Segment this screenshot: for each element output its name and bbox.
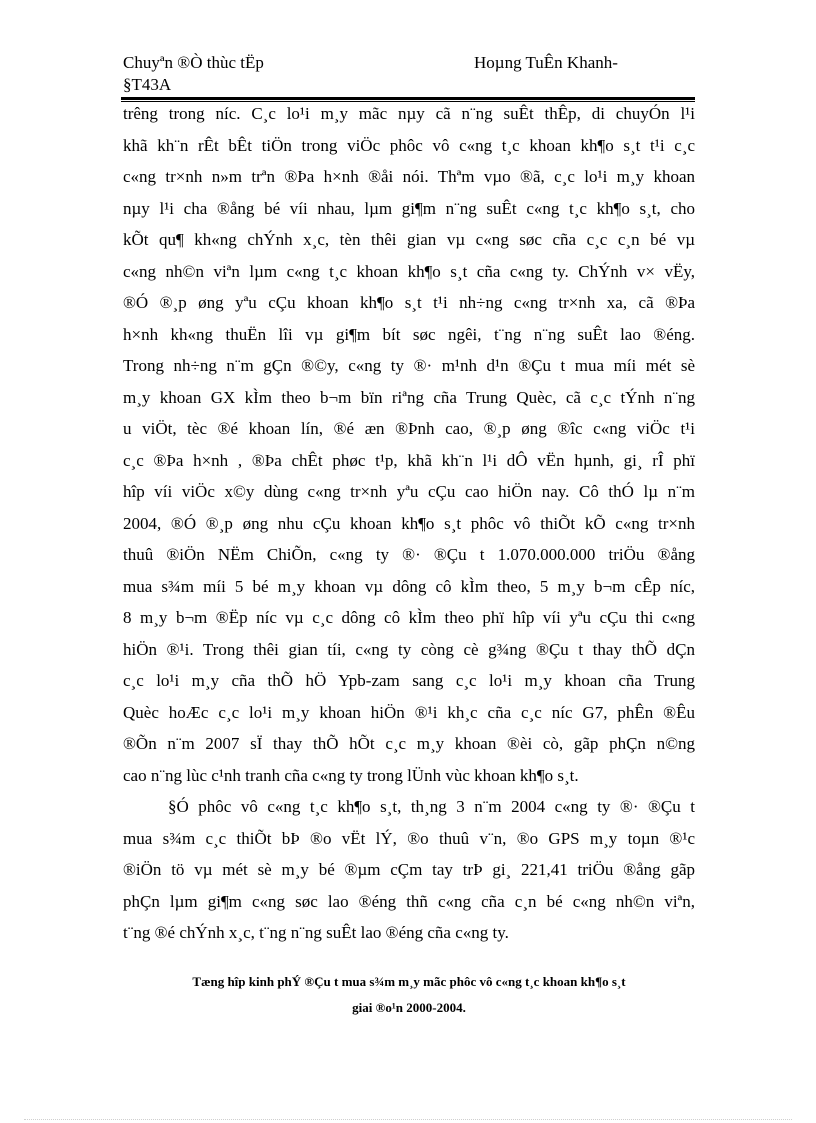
body-line: t¨ng ®é chÝnh x¸c, t¨ng n¨ng suÊt lao ®éng cña c«ng ty. <box>123 923 509 942</box>
body-text <box>123 98 695 949</box>
body-line: ®Ó ®¸p øng yªu cÇu khoan kh¶o s¸t t¹i nh÷ng c«ng tr×nh xa, cã ®Þa <box>123 293 695 312</box>
body-line: mua s¾m c¸c thiÕt bÞ ®o vËt lÝ, ®o thuû v¨n, ®o GPS m¸y toµn ®¹c <box>123 828 695 848</box>
body-line: nµy l¹i cha ®ång bé víi nhau, lµm gi¶m n¨ng suÊt c«ng t¸c kh¶o s¸t, cho <box>123 198 695 218</box>
body-line: c«ng tr×nh n»m trªn ®Þa h×nh ®åi nói. Thªm vµo ®ã, c¸c lo¹i m¸y khoan <box>123 167 695 186</box>
body-line: hîp víi viÖc x©y dùng c«ng tr×nh yªu cÇu cao hiÖn nay. Cô thÓ lµ n¨m <box>123 482 695 501</box>
table-caption: Tæng hîp kinh phÝ ®Çu t mua s¾m m¸y mãc phôc vô c«ng t¸c khoan kh¶o s¸t <box>192 974 626 989</box>
header-topic: Chuyªn ®Ò thùc tËp <box>123 53 264 72</box>
body-line: c¸c ®Þa h×nh , ®Þa chÊt phøc t¹p, khã kh¨n l¹i dÔ vËn hµnh, gi¸ rÎ phï <box>123 450 695 470</box>
body-line: khã kh¨n rÊt bÊt tiÖn trong viÖc phôc vô c«ng t¸c khoan kh¶o s¸t t¹i c¸c <box>123 135 695 155</box>
body-line: hiÖn ®¹i. Trong thêi gian tíi, c«ng ty còng cè g¾ng ®Çu t thay thÕ dÇn <box>123 639 695 659</box>
body-line: §Ó phôc vô c«ng t¸c kh¶o s¸t, th¸ng 3 n¨m 2004 c«ng ty ®· ®Çu t <box>168 797 695 816</box>
body-line: trêng trong níc. C¸c lo¹i m¸y mãc nµy cã n¨ng suÊt thÊp, di chuyÓn l¹i <box>123 104 695 123</box>
body-line: c«ng nh©n viªn lµm c«ng t¸c khoan kh¶o s¸t cña c«ng ty. ChÝnh v× vËy, <box>123 261 695 281</box>
body-line: h×nh kh«ng thuËn lîi vµ gi¶m bít søc ngêi, t¨ng n¨ng suÊt lao ®éng. <box>123 324 695 344</box>
body-line: ®iÖn tö vµ mét sè m¸y bé ®µm cÇm tay trÞ gi¸ 221,41 triÖu ®ång gãp <box>123 860 695 879</box>
page-bottom-divider <box>24 1119 792 1120</box>
body-line: 2004, ®Ó ®¸p øng nhu cÇu khoan kh¶o s¸t phôc vô thiÕt kÕ c«ng tr×nh <box>123 513 695 533</box>
body-line: Trong nh÷ng n¨m gÇn ®©y, c«ng ty ®· m¹nh d¹n ®Çu t mua míi mét sè <box>123 356 695 375</box>
body-line: kÕt qu¶ kh«ng chÝnh x¸c, tèn thêi gian vµ c«ng søc cña c¸c c¸n bé vµ <box>123 230 695 249</box>
body-line: u viÖt, tèc ®é khoan lín, ®é æn ®Þnh cao, ®¸p øng ®îc c«ng viÖc t¹i <box>123 419 695 438</box>
body-line: thuû ®iÖn NËm ChiÕn, c«ng ty ®· ®Çu t 1.070.000.000 triÖu ®ång <box>123 545 695 564</box>
table-caption-period: giai ®o¹n 2000-2004. <box>352 1000 466 1015</box>
body-line: mua s¾m míi 5 bé m¸y khoan vµ dông cô kÌm theo, 5 m¸y b¬m cÊp níc, <box>123 576 695 596</box>
body-line: ®Õn n¨m 2007 sÏ thay thÕ hÕt c¸c m¸y khoan ®èi cò, gãp phÇn n©ng <box>123 734 695 753</box>
body-line: c¸c lo¹i m¸y cña thÕ hÖ Ypb-zam sang c¸c lo¹i m¸y khoan cña Trung <box>123 671 695 690</box>
header-class: §T43A <box>123 75 172 94</box>
body-line: 8 m¸y b¬m ®Ëp níc vµ c¸c dông cô kÌm theo phï hîp víi yªu cÇu thi c«ng <box>123 608 695 627</box>
header-left <box>123 52 264 96</box>
body-line: Quèc hoÆc c¸c lo¹i m¸y khoan hiÖn ®¹i kh¸c cña c¸c níc G7, phÊn ®Êu <box>123 702 695 722</box>
body-line: cao n¨ng lùc c¹nh tranh cña c«ng ty trong lÜnh vùc khoan kh¶o s¸t. <box>123 765 579 785</box>
body-line: m¸y khoan GX kÌm theo b¬m bïn riªng cña Trung Quèc, cã c¸c tÝnh n¨ng <box>123 387 695 407</box>
body-line: phÇn lµm gi¶m c«ng søc lao ®éng thñ c«ng cña c¸n bé c«ng nh©n viªn, <box>123 891 695 911</box>
header-author: Hoµng TuÊn Khanh- <box>474 53 618 72</box>
